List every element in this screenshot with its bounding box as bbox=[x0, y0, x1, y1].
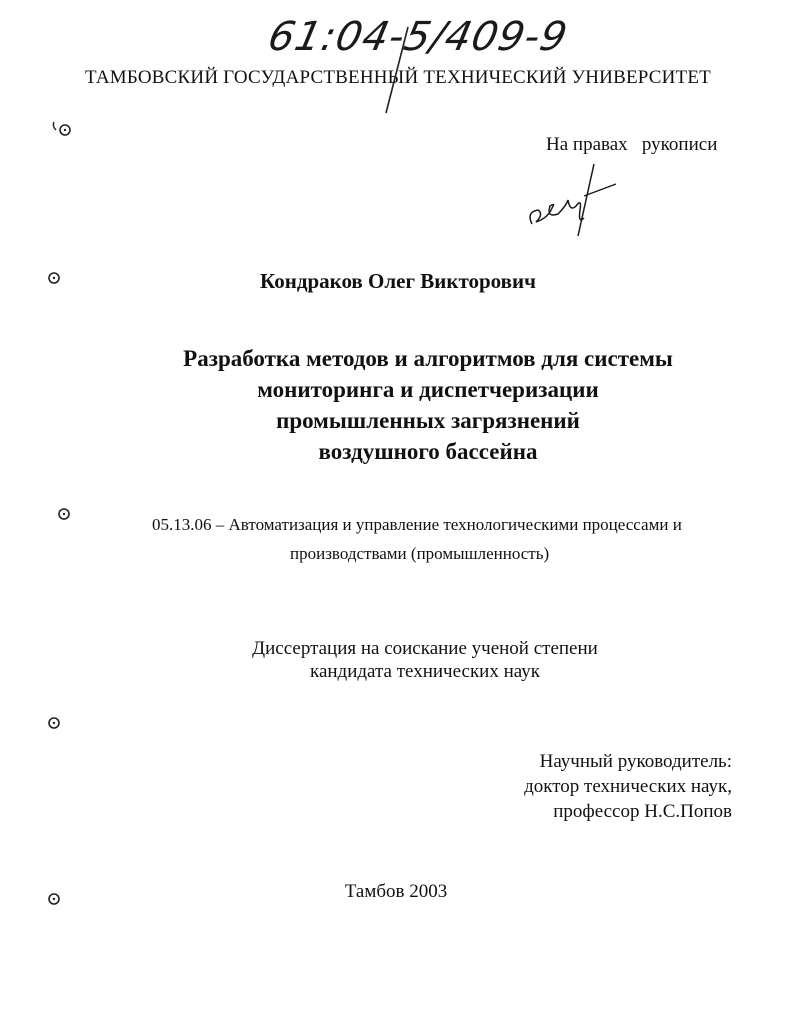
specialty-line: производствами (промышленность) bbox=[290, 544, 550, 563]
title-line: воздушного бассейна bbox=[318, 439, 538, 464]
title-line: Разработка методов и алгоритмов для системы bbox=[183, 346, 673, 371]
degree-line: Диссертация на соискание ученой степени bbox=[252, 638, 598, 659]
author-name: Кондраков Олег Викторович bbox=[260, 269, 536, 293]
degree-line: кандидата технических наук bbox=[310, 661, 540, 682]
archive-number: 61:04-5/409-9 bbox=[264, 14, 572, 60]
city-year: Тамбов 2003 bbox=[344, 881, 448, 902]
scientific-supervisor bbox=[470, 749, 732, 824]
signature bbox=[518, 162, 618, 242]
university-name: ТАМБОВСКИЙ ГОСУДАРСТВЕННЫЙ ТЕХНИЧЕСКИЙ УНИВЕРСИТЕТ bbox=[85, 67, 711, 88]
specialty-line: 05.13.06 – Автоматизация и управление технологическими процессами и bbox=[152, 515, 682, 534]
supervisor-line: Научный руководитель: bbox=[539, 751, 732, 772]
title-line: промышленных загрязнений bbox=[276, 408, 580, 433]
dissertation-title bbox=[0, 343, 796, 467]
binder-hole-icon bbox=[44, 713, 64, 733]
manuscript-rights: На правах рукописи bbox=[546, 134, 718, 155]
title-line: мониторинга и диспетчеризации bbox=[257, 377, 599, 402]
specialty-code bbox=[152, 510, 752, 568]
supervisor-line: доктор технических наук, bbox=[524, 776, 732, 797]
degree-statement bbox=[0, 637, 796, 683]
supervisor-line: профессор Н.С.Попов bbox=[553, 801, 732, 822]
binder-hole-icon bbox=[54, 504, 74, 524]
binder-hole-icon bbox=[52, 120, 72, 140]
